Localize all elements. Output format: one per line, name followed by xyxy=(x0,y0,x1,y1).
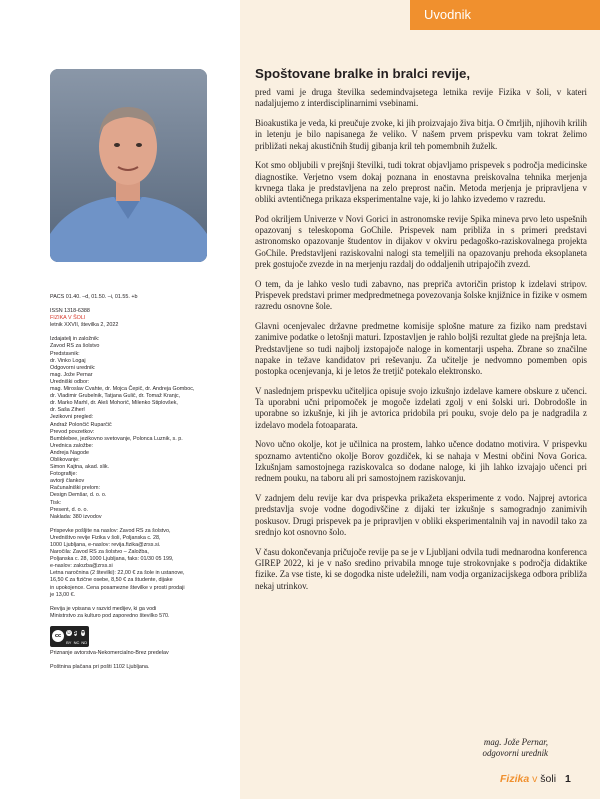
paragraph: O tem, da je lahko veslo tudi zabavno, nas prepriča avtoričin pristop k izdelavi stripov. Prispevek predstavi primer medpredmetnega povezovanja šolske knjižnice in fizike v osmem razredu osnovne šole. xyxy=(255,278,587,312)
masthead-line: Present, d. o. o. xyxy=(50,506,89,513)
cc-by-label: BY xyxy=(66,639,72,645)
issn: ISSN 1318-6388 xyxy=(50,308,90,315)
contact-line: je 13,00 €. xyxy=(50,591,76,598)
paragraph: Bioakustika je veda, ki preučuje zvoke, ki jih proizvajajo živa bitja. O čmrljih, njihovih krilih in letenju je bilo napisanega že veliko. V našem prvem prispevku vam tokrat želimo približati nekaj akustičnih študij gibanja kril teh pomembnih žuželk. xyxy=(255,117,587,151)
magazine-school: šoli xyxy=(540,773,557,785)
cc-license-badge xyxy=(50,626,238,647)
publication-info xyxy=(50,294,238,671)
contact-line: Uredništvo revije Fizika v šoli, Poljanska c. 28, xyxy=(50,534,161,541)
masthead-line: Urednica založbe: xyxy=(50,442,94,449)
masthead-line: Fotografije: xyxy=(50,471,77,478)
person-icon: ☺ xyxy=(66,629,72,636)
editor-photo xyxy=(50,69,207,262)
paragraph: Pod okriljem Univerze v Novi Gorici in astronomske revije Spika mineva prvo leto uspešnih opazovanj s teleskopoma GoChile. Prispevek nam približa in s primeri predstavi astronomsko opazovanje študentov in dijakov v okviru pedagoško-raziskovalnega projekta GoChile. Predstavljeni raziskovalni nalogi sta temeljili na opazovanju prehoda eksoplaneta prek gostujoče zvezde in na merjenju razdalj do oddaljenih utripajočih zvezd. xyxy=(255,213,587,270)
contact-line: Prispevke pošljite na naslov: Zavod RS za šolstvo, xyxy=(50,527,171,534)
registry-line: Ministrstvo za kulturo pod zaporedno številko 570. xyxy=(50,612,170,619)
masthead-line: Andraž Polončič Ruparčič xyxy=(50,421,112,428)
paragraph: V zadnjem delu revije kar dva prispevka prikažeta eksperimente z vodo. Najprej avtorica predstavlja svoje vodne dogodivščine z dijaki ter izkušnje s samogradnjo zanimivih poskusov. Drugi prispevek pa je pripravljen v obliki eksperimentalnih vaj in navodil tako za srednjo kot osnovno šolo. xyxy=(255,493,587,537)
pacs-codes: PACS 01.40. –d, 01.50. –i, 01.55. +b xyxy=(50,294,138,300)
no-dollar-icon: $ xyxy=(73,629,77,636)
contact-block xyxy=(50,528,238,599)
masthead-line: dr. Saša Ziherl xyxy=(50,407,85,414)
paragraph: Glavni ocenjevalec državne predmetne komisije splošne mature za fiziko nam predstavi zanimive podatke o letošnji maturi. Izpostavljen je rahlo boljši rezultat glede na prejšnja leta. Predstavljene so tudi najbolj izstopajoče naloge in komentarji uspeha. Zbrane so značilne napake in težave kandidatov pri reševanju. Za učitelje je nedvomno pomemben opis postopka ocenjevanja, ki je letos že tretjič potekalo elektronsko. xyxy=(255,321,587,377)
masthead-line: mag. Jože Pernar xyxy=(50,371,93,378)
contact-line: Letna naročnina (2 številki): 22,00 € za šole in ustanove, xyxy=(50,570,185,577)
paragraph: V naslednjem prispevku učiteljica opisuje svojo izkušnjo izdelave kamere obskure z učenci. Ta uporabni učni pripomoček je mogoče izdelati zgolj v eni šolski uri. Dobrodošle in uporabne so izkušnje, ki jih je avtorica pridobila pri pouku, svoje delo pa je nadgradila z izdelavo modela fotoaparata. xyxy=(255,385,587,430)
page-number: 1 xyxy=(564,773,571,785)
contact-line: 1000 Ljubljana, e-naslov: revija.fizika@zrss.si. xyxy=(50,542,161,548)
registry-line: Revija je vpisana v razvid medijev, ki ga vodi xyxy=(50,605,157,612)
contact-line: Poljanska c. 28, 1000 Ljubljana, faks: 01/30 05 199, xyxy=(50,556,174,563)
paragraph: V času dokončevanja pričujoče revije pa se je v Ljubljani odvila tudi mednarodna konferenca GIREP 2022, ki je v našo sredino privabila mnoge tuje strokovnjake s področja didaktike fizike. Za vse tiste, ki se dogodka niste udeležili, nam vodja organizacijskega odbora približa nekaj utrinkov. xyxy=(255,546,587,591)
masthead-line: Naklada: 380 izvodov xyxy=(50,513,102,520)
postage-text: Poštnina plačana pri pošti 1102 Ljubljana. xyxy=(50,664,150,671)
masthead-line: Prevod povzetkov: xyxy=(50,428,95,435)
paragraph: Novo učno okolje, kot je učilnica na prostem, lahko učence dodatno motivira. V prispevku spoznamo avtentično okolje Borov gozdiček, ki se nahaja v Mestni občini Nova Gorica. Izkušnjam samostojnega raziskovalca so dodane naloge, ki jih lahko izvajajo učenci pri rednem pouku, na taboru ali pri samostojnem raziskovanju. xyxy=(255,439,587,484)
masthead-line: avtorji člankov xyxy=(50,478,85,485)
masthead-line: Simon Kajtna, akad. slik. xyxy=(50,464,110,471)
editorial-body xyxy=(255,87,587,600)
masthead-line: dr. Vinko Logaj xyxy=(50,357,86,364)
magazine-separator: v xyxy=(532,773,538,785)
cc-nc-label: NC xyxy=(73,639,80,645)
contact-line: 16,50 € za fizične osebe, 8,50 € za študente, dijake xyxy=(50,577,173,584)
masthead-line: Računalniški prelom: xyxy=(50,485,101,492)
signature-role: odgovorni urednik xyxy=(482,748,548,759)
masthead-block-1 xyxy=(50,336,238,520)
masthead-line: Oblikovanje: xyxy=(50,456,80,463)
magazine-name: Fizika xyxy=(500,773,530,785)
masthead-line: dr. Vladimir Grubelnik, Tatjana Gulič, dr. Tomaž Kranjc, xyxy=(50,393,181,400)
signature-name: mag. Jože Pernar, xyxy=(483,737,548,747)
cc-label: cc xyxy=(52,630,64,642)
signature xyxy=(483,737,548,760)
masthead-line: dr. Marko Marhl, dr. Aleš Mohorič, Milenko Stiplovšek, xyxy=(50,400,178,407)
masthead-line: Izdajatelj in založnik: xyxy=(50,336,100,343)
license-text: Priznanje avtorstva-Nekomercialno-Brez predelav xyxy=(50,650,169,657)
masthead-line: Odgovorni urednik: xyxy=(50,364,96,371)
registry-block xyxy=(50,606,238,620)
masthead-line: mag. Miroslav Cvahte, dr. Mojca Čepič, dr. Andreja Gomboc, xyxy=(50,386,195,393)
masthead-line: Uredniški odbor: xyxy=(50,378,90,385)
portrait-image xyxy=(50,69,207,262)
cc-icon xyxy=(50,626,89,647)
masthead-line: Bumblebee, jezikovno svetovanje, Polonca Luznik, s. p. xyxy=(50,435,183,442)
page-footer xyxy=(500,773,571,785)
paragraph: pred vami je druga številka sedemindvajsetega letnika revije Fizika v šoli, v kateri nadaljujemo z interdisciplinarnimi vsebinami. xyxy=(255,87,587,109)
masthead-line: Predstavnik: xyxy=(50,350,80,357)
cc-nd-label: ND xyxy=(81,639,88,645)
journal-name: FIZIKA V ŠOLI xyxy=(50,315,86,322)
contact-line: in upokojence. Cena posamezne številke v prosti prodaji xyxy=(50,584,185,591)
contact-line: Naročila: Zavod RS za šolstvo – Založba, xyxy=(50,549,149,556)
masthead-line: Zavod RS za šolstvo xyxy=(50,343,100,350)
contact-line: e-naslov: zalozba@zrss.si xyxy=(50,563,113,570)
paragraph: Kot smo obljubili v prejšnji številki, tudi tokrat objavljamo prispevek s področja medicinske diagnostike. Verjetno vsem dokaj poznana in enostavna preiskovalna tehnika merjenja krvnega tlaka je predstavljena na zelo preprost način. Metoda merjenja je pripravljena v obliki avtentičnega prikaza eksperimentalne vaje, ki jo lahko izvedemo v razredu. xyxy=(255,160,587,205)
masthead-line: Design Demšar, d. o. o. xyxy=(50,492,107,499)
masthead-line: Tisk: xyxy=(50,499,62,506)
article-title: Spoštovane bralke in bralci revije, xyxy=(255,66,471,81)
masthead-line: Andreja Nagode xyxy=(50,449,89,456)
masthead-line: Jezikovni pregled: xyxy=(50,414,94,421)
equals-icon: = xyxy=(81,629,85,636)
volume-info: letnik XXVII, številka 2, 2022 xyxy=(50,322,119,329)
section-tab: Uvodnik xyxy=(410,0,600,30)
